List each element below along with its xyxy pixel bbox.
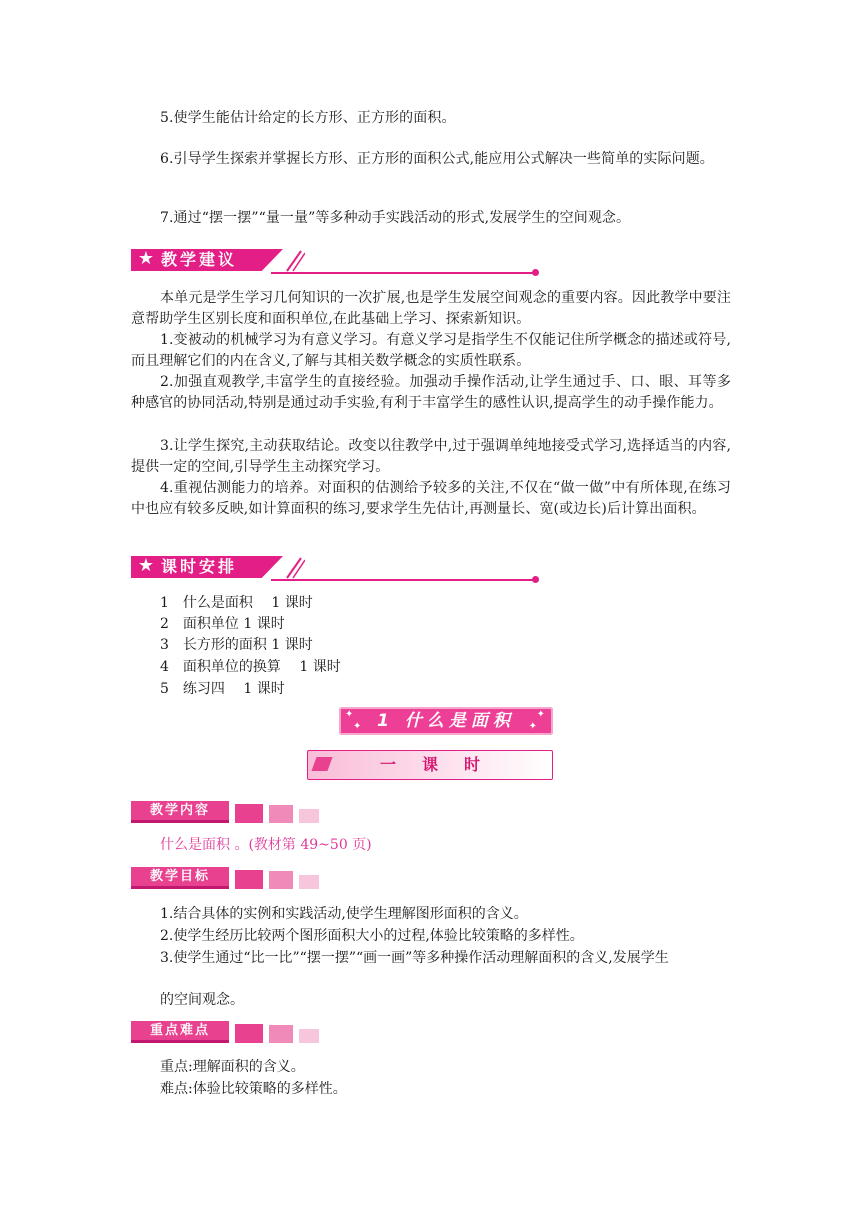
label-text: 重点难点 bbox=[131, 1021, 229, 1043]
star-icon: ★ bbox=[137, 248, 155, 269]
sparkle-icon: ✦ bbox=[345, 709, 354, 720]
period-title: 一课时 bbox=[379, 755, 506, 774]
slash-decoration-icon bbox=[279, 247, 305, 273]
sparkle-icon: ✦ bbox=[528, 721, 537, 732]
slash-decoration-icon bbox=[279, 554, 305, 580]
paragraph-goal-7: 7.通过“摆一摆”“量一量”等多种动手实践活动的形式,发展学生的空间观念。 bbox=[160, 210, 631, 226]
goal-item-3: 3.使学生通过“比一比”“摆一摆”“画一画”等多种操作活动理解面积的含义,发展学生 bbox=[160, 950, 669, 966]
goal-item-2: 2.使学生经历比较两个图形面积大小的过程,体验比较策略的多样性。 bbox=[160, 928, 584, 944]
paragraph-advice-intro: 本单元是学生学习几何知识的一次扩展,也是学生发展空间观念的重要内容。因此教学中要注意帮助学生区别长度和面积单位,在此基础上学习、探索新知识。 bbox=[131, 290, 731, 327]
sparkle-icon: ✦ bbox=[536, 709, 545, 720]
schedule-item-1: 1 什么是面积 1 课时 bbox=[160, 595, 313, 611]
paragraph-goal-5: 5.使学生能估计给定的长方形、正方形的面积。 bbox=[160, 110, 456, 126]
section-header-teaching-advice bbox=[131, 247, 421, 275]
label-text: 教学目标 bbox=[131, 867, 229, 889]
schedule-item-2: 2 面积单位 1 课时 bbox=[160, 616, 285, 632]
schedule-item-4: 4 面积单位的换算 1 课时 bbox=[160, 659, 341, 675]
label-text: 教学内容 bbox=[131, 801, 229, 823]
paragraph-advice-1: 1.变被动的机械学习为有意义学习。有意义学习是指学生不仅能记住所学概念的描述或符号,而且理解它们的内在含义,了解与其相关数学概念的实质性联系。 bbox=[131, 332, 731, 369]
paragraph-advice-2: 2.加强直观教学,丰富学生的直接经验。加强动手操作活动,让学生通过手、口、眼、耳等多种感官的协同活动,特别是通过动手实验,有利于丰富学生的感性认识,提高学生的动手操作能力。 bbox=[131, 374, 731, 411]
section-title: 教学建议 bbox=[161, 250, 238, 269]
key-point: 重点:理解面积的含义。 bbox=[160, 1059, 305, 1075]
star-icon: ★ bbox=[137, 555, 155, 576]
period-title-banner bbox=[307, 750, 553, 780]
paragraph-advice-3: 3.让学生探究,主动获取结论。改变以往教学中,过于强调单纯地接受式学习,选择适当的内容,提供一定的空间,引导学生主动探究学习。 bbox=[131, 438, 731, 475]
section-header-schedule bbox=[131, 554, 421, 582]
goal-item-1: 1.结合具体的实例和实践活动,使学生理解图形面积的含义。 bbox=[160, 906, 528, 922]
section-title: 课时安排 bbox=[161, 557, 238, 576]
lesson-title: 1 什么是面积 bbox=[377, 711, 515, 731]
difficult-point: 难点:体验比较策略的多样性。 bbox=[160, 1081, 347, 1097]
lesson-title-banner bbox=[339, 707, 553, 735]
teaching-content-text: 什么是面积 。(教材第 49~50 页) bbox=[160, 837, 372, 853]
sparkle-icon: ✦ bbox=[353, 721, 362, 732]
paragraph-advice-4: 4.重视估测能力的培养。对面积的估测给予较多的关注,不仅在“做一做”中有所体现,在练习中也应有较多反映,如计算面积的练习,要求学生先估计,再测量长、宽(或边长)后计算出面积。 bbox=[131, 480, 731, 517]
paragraph-goal-6: 6.引导学生探索并掌握长方形、正方形的面积公式,能应用公式解决一些简单的实际问题。 bbox=[160, 151, 714, 167]
schedule-item-3: 3 长方形的面积 1 课时 bbox=[160, 637, 313, 653]
goal-item-3-cont: 的空间观念。 bbox=[160, 992, 244, 1008]
schedule-item-5: 5 练习四 1 课时 bbox=[160, 681, 285, 697]
